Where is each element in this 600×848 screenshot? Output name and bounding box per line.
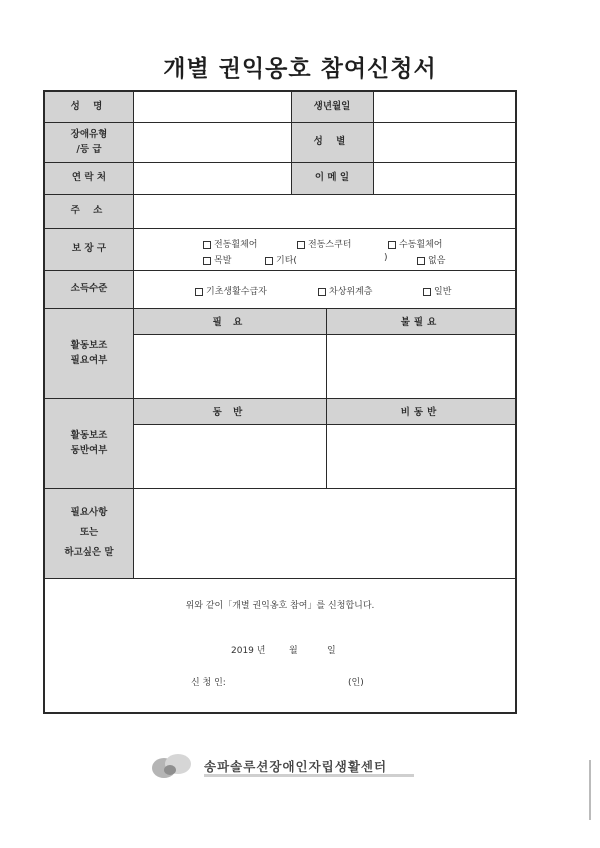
row-divider [45, 270, 515, 271]
row-divider [45, 122, 515, 123]
email-label: 이 메 일 [291, 162, 373, 194]
activity-need-label [45, 308, 133, 398]
gender-field[interactable] [373, 122, 515, 162]
aid-option-other[interactable]: 기타( [265, 253, 297, 266]
page-title: 개별 권익옹호 참여신청서 [163, 56, 437, 82]
address-label: 주 소 [45, 194, 133, 228]
contact-label: 연 락 처 [45, 162, 133, 194]
income-option-general[interactable]: 일반 [423, 284, 451, 297]
row-divider [45, 578, 515, 579]
checkbox-icon [203, 257, 211, 265]
disability-label-line1: 장애유형 [70, 128, 108, 140]
aid-option-power-wheelchair[interactable]: 전동휠체어 [203, 237, 257, 250]
activity-need-label-line1: 활동보조 [70, 339, 108, 351]
checkbox-icon [417, 257, 425, 265]
aid-option-crutches[interactable]: 목발 [203, 253, 231, 266]
date-day: 일 [327, 646, 336, 656]
applicant-field[interactable] [241, 670, 341, 688]
applicant-label: 신 청 인: [191, 678, 226, 688]
checkbox-icon [388, 241, 396, 249]
aid-option-none[interactable]: 없음 [417, 253, 445, 266]
birth-field[interactable] [373, 92, 515, 122]
row-divider [45, 162, 515, 163]
row-divider [45, 398, 515, 399]
activity-accompany-label [45, 398, 133, 488]
row-divider [133, 424, 515, 425]
notes-field[interactable] [133, 488, 515, 578]
notes-label-line2: 또는 [79, 527, 99, 539]
row-divider [45, 194, 515, 195]
aid-option-power-scooter[interactable]: 전동스쿠터 [297, 237, 351, 250]
date-month: 월 [289, 646, 298, 656]
contact-field[interactable] [133, 162, 291, 194]
col-divider [291, 92, 292, 194]
address-field[interactable] [133, 194, 515, 228]
checkbox-icon [195, 288, 203, 296]
no-accompany-field[interactable] [326, 424, 515, 488]
name-label: 성 명 [45, 92, 133, 122]
checkbox-icon [265, 257, 273, 265]
checkbox-icon [423, 288, 431, 296]
no-need-field[interactable] [326, 334, 515, 398]
aid-other-close: ) [384, 253, 388, 263]
aid-label: 보 장 구 [45, 228, 133, 270]
declaration-text: 위와 같이「개별 권익옹호 참여」를 신청합니다. [185, 601, 375, 611]
date-year: 2019 년 [231, 646, 266, 656]
need-header: 필 요 [133, 308, 326, 334]
need-field[interactable] [133, 334, 326, 398]
disability-label [45, 122, 133, 162]
row-divider [133, 334, 515, 335]
checkbox-icon [297, 241, 305, 249]
birth-label: 생년월일 [291, 92, 373, 122]
gender-label: 성 별 [291, 122, 373, 162]
org-subtitle-faint [204, 774, 414, 777]
activity-need-label-line2: 필요여부 [70, 355, 108, 366]
seal-label: (인) [348, 678, 364, 688]
notes-label [45, 488, 133, 578]
notes-label-line1: 필요사항 [70, 507, 108, 519]
disability-label-line2: /등 급 [76, 144, 102, 155]
no-need-header: 불필요 [326, 308, 515, 334]
row-divider [45, 228, 515, 229]
notes-label-line3: 하고싶은 말 [64, 546, 114, 558]
col-divider [373, 92, 374, 194]
accompany-field[interactable] [133, 424, 326, 488]
org-logo-icon [150, 752, 198, 780]
application-form [43, 90, 517, 714]
name-field[interactable] [133, 92, 291, 122]
scan-edge-mark [589, 760, 591, 820]
checkbox-icon [318, 288, 326, 296]
activity-accompany-label-line1: 활동보조 [70, 429, 108, 441]
accompany-header: 동 반 [133, 398, 326, 424]
checkbox-icon [203, 241, 211, 249]
income-option-basic-livelihood[interactable]: 기초생활수급자 [195, 284, 267, 297]
income-label: 소득수준 [45, 270, 133, 308]
org-name: 송파솔루션장애인자립생활센터 [204, 759, 388, 774]
income-option-near-poverty[interactable]: 차상위계층 [318, 284, 372, 297]
activity-accompany-label-line2: 동반여부 [70, 445, 108, 456]
col-divider [133, 92, 134, 578]
row-divider [45, 308, 515, 309]
no-accompany-header: 비동반 [326, 398, 515, 424]
aid-option-manual-wheelchair[interactable]: 수동휠체어 [388, 237, 442, 250]
disability-field[interactable] [133, 122, 291, 162]
email-field[interactable] [373, 162, 515, 194]
col-divider [326, 308, 327, 488]
row-divider [45, 488, 515, 489]
